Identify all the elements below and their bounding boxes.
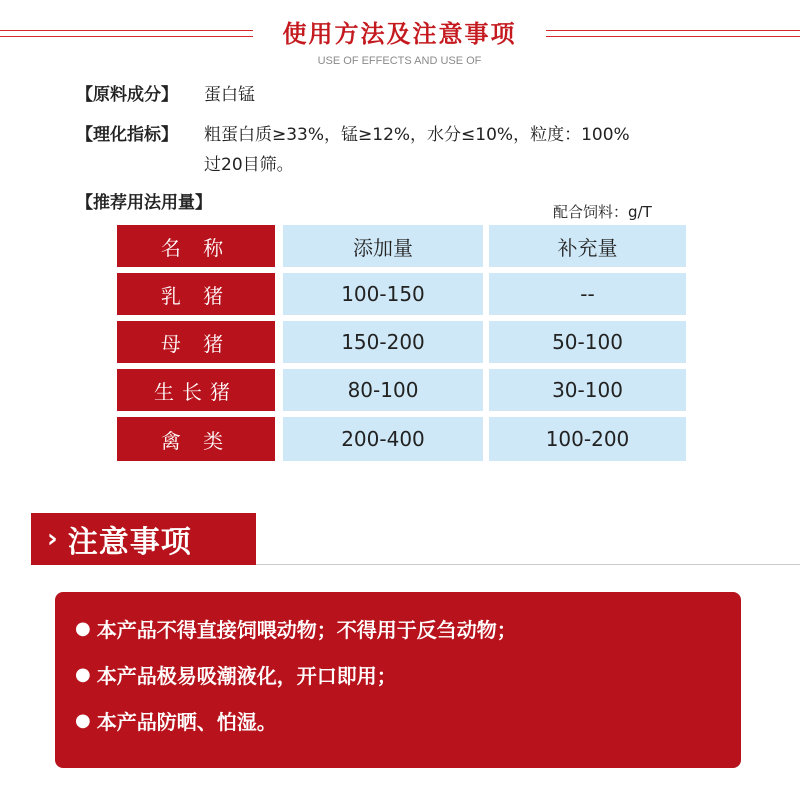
chevron-right-icon: › — [47, 524, 58, 554]
table-header-add: 添加量 — [283, 225, 483, 267]
header-line-right-top — [546, 30, 800, 31]
table-row-add: 200-400 — [283, 417, 483, 461]
table-row-supp: -- — [489, 273, 686, 315]
table-row-name: 母 猪 — [117, 321, 275, 363]
header-line-left-top — [0, 30, 253, 31]
bullet-icon: ● — [75, 618, 91, 639]
table-header-name: 名 称 — [117, 225, 275, 267]
bullet-icon: ● — [75, 664, 91, 685]
table-row-add: 150-200 — [283, 321, 483, 363]
note-text: 本产品极易吸潮液化，开口即用； — [96, 664, 397, 688]
note-text: 本产品防晒、怕湿。 — [96, 710, 277, 734]
specs-label: 【理化指标】 — [76, 125, 178, 145]
note-item — [75, 614, 517, 643]
divider — [256, 564, 800, 565]
specs-line-1: 粗蛋白质≥33%，锰≥12%，水分≤10%，粒度：100% — [204, 125, 630, 145]
table-row-supp: 100-200 — [489, 417, 686, 461]
note-text: 本产品不得直接饲喂动物；不得用于反刍动物； — [96, 618, 517, 642]
note-item — [75, 706, 277, 735]
dosage-label: 【推荐用法用量】 — [76, 193, 212, 213]
table-header-supp: 补充量 — [489, 225, 686, 267]
bullet-icon: ● — [75, 710, 91, 731]
table-row-supp: 50-100 — [489, 321, 686, 363]
table-row-supp: 30-100 — [489, 369, 686, 411]
note-item — [75, 660, 397, 689]
page-title: 使用方法及注意事项 — [282, 20, 517, 48]
notes-title: 注意事项 — [67, 525, 192, 560]
notes-banner — [31, 513, 256, 565]
dosage-unit: 配合饲料：g/T — [553, 203, 652, 221]
specs-line-2: 过20目筛。 — [204, 155, 294, 175]
table-row-name: 乳 猪 — [117, 273, 275, 315]
table-row-add: 80-100 — [283, 369, 483, 411]
notes-box — [55, 592, 741, 768]
header-line-left-bottom — [0, 36, 253, 37]
ingredients-value: 蛋白锰 — [204, 85, 255, 105]
table-row-name: 禽 类 — [117, 417, 275, 461]
ingredients-label: 【原料成分】 — [76, 85, 178, 105]
table-row-add: 100-150 — [283, 273, 483, 315]
page-subtitle: USE OF EFFECTS AND USE OF — [317, 55, 482, 67]
table-row-name: 生长猪 — [117, 369, 275, 411]
header-line-right-bottom — [546, 36, 800, 37]
